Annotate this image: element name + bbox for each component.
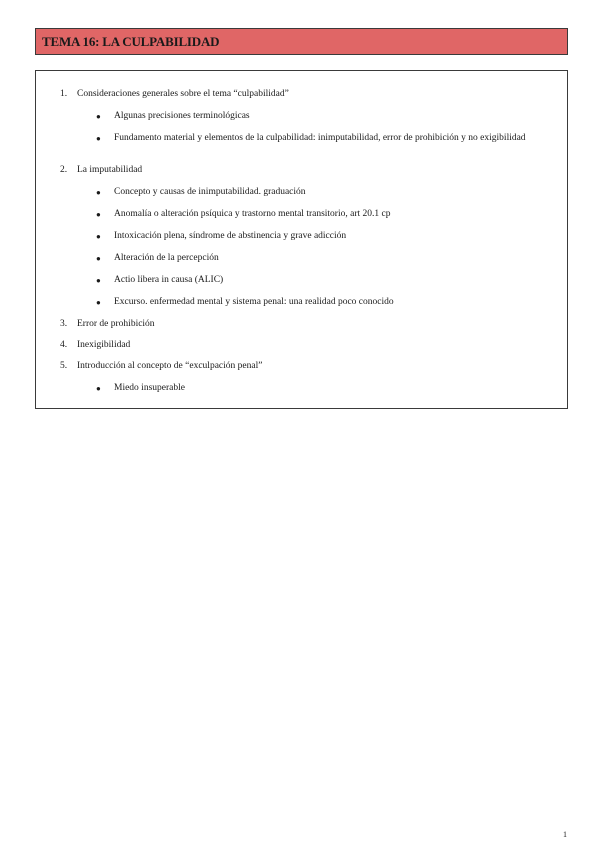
bullet-icon: ● — [96, 134, 101, 143]
bullet-item — [96, 187, 536, 198]
bullet-text: Intoxicación plena, síndrome de abstinencia y grave adicción — [114, 231, 347, 241]
section-3 — [60, 319, 155, 330]
section-title: Inexigibilidad — [77, 340, 131, 350]
bullet-text: Concepto y causas de inimputabilidad. graduación — [114, 187, 306, 197]
bullet-icon: ● — [96, 112, 101, 121]
bullet-icon: ● — [96, 384, 101, 393]
section-number: 5. — [60, 361, 68, 371]
section-5 — [60, 361, 262, 372]
section-number: 2. — [60, 165, 68, 175]
section-title: Introducción al concepto de “exculpación penal” — [77, 361, 263, 371]
section-title: Error de prohibición — [77, 319, 155, 329]
section-number: 3. — [60, 319, 68, 329]
bullet-item — [96, 209, 536, 220]
page-title: TEMA 16: LA CULPABILIDAD — [42, 33, 220, 49]
section-number: 4. — [60, 340, 68, 350]
bullet-text: Miedo insuperable — [114, 383, 185, 393]
bullet-item — [96, 275, 536, 286]
bullet-item — [96, 111, 536, 122]
section-title: Consideraciones generales sobre el tema “culpabilidad” — [77, 89, 289, 99]
bullet-text: Anomalía o alteración psíquica y trastorno mental transitorio, art 20.1 cp — [114, 209, 391, 219]
section-4 — [60, 340, 130, 351]
bullet-icon: ● — [96, 232, 101, 241]
bullet-icon: ● — [96, 254, 101, 263]
bullet-item — [96, 231, 536, 242]
page-number: 1 — [563, 830, 567, 839]
bullet-text: Actio libera in causa (ALIC) — [114, 275, 224, 285]
section-number: 1. — [60, 89, 68, 99]
outline-box — [35, 70, 568, 409]
bullet-icon: ● — [96, 210, 101, 219]
bullet-item — [96, 297, 536, 308]
bullet-item — [96, 253, 536, 264]
bullet-icon: ● — [96, 188, 101, 197]
bullet-text: Algunas precisiones terminológicas — [114, 111, 250, 121]
section-2 — [60, 165, 142, 176]
bullet-item — [96, 383, 536, 394]
section-1 — [60, 89, 289, 100]
title-bar — [35, 28, 568, 55]
bullet-text: Fundamento material y elementos de la culpabilidad: inimputabilidad, error de prohibición y no exigibilidad — [114, 133, 526, 143]
bullet-icon: ● — [96, 298, 101, 307]
bullet-text: Excurso. enfermedad mental y sistema penal: una realidad poco conocido — [114, 297, 394, 307]
bullet-icon: ● — [96, 276, 101, 285]
bullet-item — [96, 133, 536, 144]
bullet-text: Alteración de la percepción — [114, 253, 219, 263]
section-title: La imputabilidad — [77, 165, 143, 175]
